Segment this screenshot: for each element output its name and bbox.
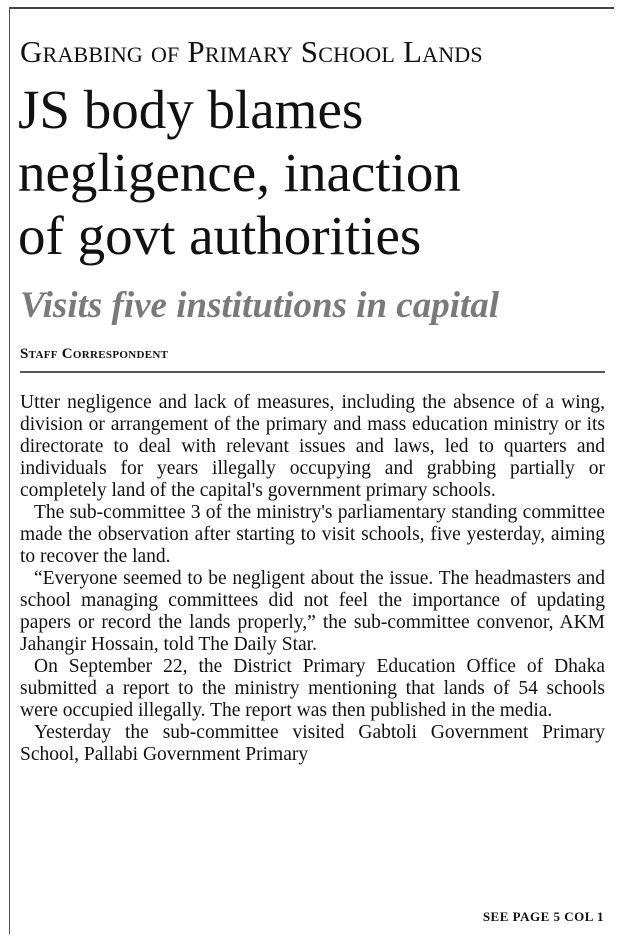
headline: [18, 78, 618, 267]
paragraph: Yesterday the sub-committee visited Gabtoli Government Primary School, Pallabi Government Primary: [20, 722, 605, 765]
paragraph: On September 22, the District Primary Education Office of Dhaka submitted a report to the ministry mentioning that lands of 54 schools were occupied illegally. The report was then published in the media.: [20, 656, 605, 721]
paragraph: “Everyone seemed to be negligent about the issue. The headmasters and school managing committees did not feel the importance of updating papers or record the lands properly,” the sub-committee convenor, AKM Jahangir Hossain, told The Daily Star.: [20, 568, 605, 655]
top-border: [9, 7, 614, 9]
headline-line: negligence, inaction: [18, 142, 461, 203]
headline-line: JS body blames: [18, 79, 364, 140]
deck-subheadline: Visits five institutions in capital: [20, 285, 500, 326]
byline-rule: [20, 371, 605, 373]
left-border: [9, 7, 10, 934]
kicker: Grabbing of Primary School Lands: [20, 34, 483, 69]
byline: Staff Correspondent: [20, 346, 169, 362]
paragraph: Utter negligence and lack of measures, including the absence of a wing, division or arrangement of the primary and mass education ministry or its directorate to deal with relevant issues and laws, led to quarters and individuals for years illegally occupying and grabbing partially or completely land of the capital's government primary schools.: [20, 392, 605, 501]
article-body: [20, 392, 605, 766]
headline-line: of govt authorities: [18, 205, 422, 266]
paragraph: The sub-committee 3 of the ministry's parliamentary standing committee made the observation after starting to visit schools, five yesterday, aiming to recover the land.: [20, 502, 605, 567]
continued-jump-line: SEE PAGE 5 COL 1: [482, 909, 604, 924]
